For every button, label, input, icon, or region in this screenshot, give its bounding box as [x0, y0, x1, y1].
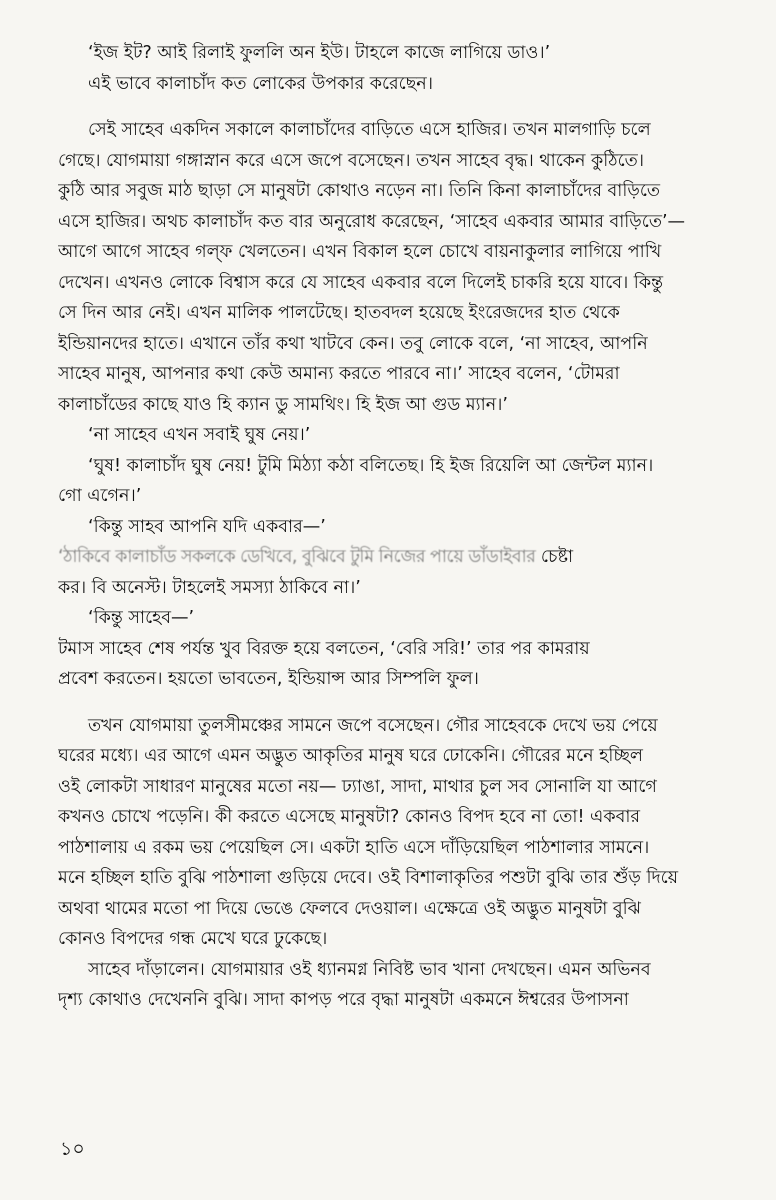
paragraph-3	[58, 420, 732, 451]
text-line: তখন যোগমায়া তুলসীমঞ্চের সামনে জপে বসেছেন। গৌর সাহেবকে দেখে ভয় পেয়ে	[88, 715, 658, 736]
paragraph-5	[58, 512, 732, 543]
text-line: ওই লোকটা সাধারণ মানুষের মতো নয়— ঢ্যাঙা, সাদা, মাথার চুল সব সোনালি যা আগে	[58, 776, 657, 797]
paragraph-1	[58, 38, 732, 99]
text-line: এসে হাজির। অথচ কালাচাঁদ কত বার অনুরোধ করেছেন, ‘সাহেব একবার আমার বাড়িতে’—	[58, 211, 686, 232]
text-line: এই ভাবে কালাচাঁদ কত লোকের উপকার করেছেন।	[88, 73, 434, 94]
text-line: ঘরের মধ্যে। এর আগে এমন অদ্ভুত আকৃতির মানুষ ঘরে ঢোকেনি। গৌরের মনে হচ্ছিল	[58, 746, 643, 766]
body-text	[58, 38, 732, 1016]
paragraph-7	[58, 603, 732, 634]
text-line: সাহেব মানুষ, আপনার কথা কেউ অমান্য করতে পারবে না।’ সাহেব বলেন, ‘টোমরা	[58, 364, 620, 384]
text-line: গেছে। যোগমায়া গঙ্গাস্নান করে এসে জপে বসেছেন। তখন সাহেব বৃদ্ধ। থাকেন কুঠিতে।	[58, 150, 645, 171]
text-line: কখনও চোখে পড়েনি। কী করতে এসেছে মানুষটা? কোনও বিপদ হবে না তো! একবার	[58, 807, 641, 827]
text-line: কুঠি আর সবুজ মাঠ ছাড়া সে মানুষটা কোথাও নড়েন না। তিনি কিনা কালাচাঁদের বাড়িতে	[58, 181, 661, 201]
text-line: পাঠশালায় এ রকম ভয় পেয়েছিল সে। একটা হাতি এসে দাঁড়িয়েছিল পাঠশালার সামনে।	[58, 837, 650, 858]
text-line: মনে হচ্ছিল হাতি বুঝি পাঠশালা গুড়িয়ে দেবে। ওই বিশালাকৃতির পশুটা বুঝি তার শুঁড় দিয়ে	[58, 868, 679, 888]
text-line: ‘ইজ ইট? আই রিলাই ফুললি অন ইউ। টাহলে কাজে লাগিয়ে ডাও।’	[88, 43, 551, 63]
text-line: গো এগেন।’	[58, 486, 142, 506]
smudged-print: ‘ঠাকিবে কালাচাঁড সকলকে ডেখিবে, বুঝিবে টুমি নিজের পায়ে ডাঁডাইবার	[58, 547, 536, 567]
text-line: দেখেন। এখনও লোকে বিশ্বাস করে যে সাহেব একবার বলে দিলেই চাকরি হয়ে যাবে। কিন্তু	[58, 272, 664, 293]
text-line: ‘ঘুষ! কালাচাঁদ ঘুষ নেয়! টুমি মিঠ্যা কঠা বলিতেছ। হি ইজ রিয়েলি আ জেন্টল ম্যান।	[88, 455, 654, 476]
text-line: আগে আগে সাহেব গল্‌ফ খেলতেন। এখন বিকাল হলে চোখে বায়নাকুলার লাগিয়ে পাখি	[58, 242, 662, 262]
text-line: টমাস সাহেব শেষ পর্যন্ত খুব বিরক্ত হয়ে বলতেন, ‘বেরি সরি!’ তার পর কামরায়	[58, 638, 590, 659]
text-line: দৃশ্য কোথাও দেখেননি বুঝি। সাদা কাপড় পরে বৃদ্ধা মানুষটা একমনে ঈশ্বরের উপাসনা	[58, 990, 629, 1010]
text-fragment: চেষ্টা	[540, 547, 574, 567]
paragraph-gap	[58, 99, 732, 115]
paragraph-gap	[58, 695, 732, 711]
text-line: ‘কিন্তু সাহেব—’	[88, 608, 195, 628]
text-line: কোনও বিপদের গন্ধ মেখে ঘরে ঢুকেছে।	[58, 929, 328, 949]
text-line: ইন্ডিয়ানদের হাতে। এখানে তাঁর কথা খাটবে কেন। তবু লোকে বলে, ‘না সাহেব, আপনি	[58, 333, 648, 354]
text-line: সেই সাহেব একদিন সকালে কালাচাঁদের বাড়িতে এসে হাজির। তখন মালগাড়ি চলে	[88, 120, 651, 140]
damaged-text-line	[58, 542, 732, 573]
text-line: প্রবেশ করতেন। হয়তো ভাবতেন, ইন্ডিয়ান্স আর সিম্পলি ফুল।	[58, 669, 479, 689]
paragraph-4	[58, 451, 732, 512]
text-line: ‘কিন্তু সাহব আপনি যদি একবার—’	[88, 516, 326, 537]
paragraph-9	[58, 711, 732, 955]
paragraph-8	[58, 634, 732, 695]
text-line: সাহেব দাঁড়ালেন। যোগমায়ার ওই ধ্যানমগ্ন নিবিষ্ট ভাব খানা দেখছেন। এমন অভিনব	[88, 959, 651, 980]
paragraph-2	[58, 115, 732, 420]
page-number: ১০	[60, 1138, 85, 1160]
text-line: কালাচাঁডের কাছে যাও হি ক্যান ডু সামথিং। হি ইজ আ গুড ম্যান।’	[58, 394, 508, 415]
text-line: সে দিন আর নেই। এখন মালিক পালটেছে। হাতবদল হয়েছে ইংরেজদের হাত থেকে	[58, 303, 620, 323]
text-line: ‘না সাহেব এখন সবাই ঘুষ নেয়।’	[88, 425, 311, 445]
paragraph-6	[58, 542, 732, 603]
text-line: কর। বি অনেস্ট। টাহলেই সমস্যা ঠাকিবে না।’	[58, 577, 361, 598]
paragraph-10	[58, 955, 732, 1016]
text-line: অথবা থামের মতো পা দিয়ে ভেঙে ফেলবে দেওয়াল। এক্ষেত্রে ওই অদ্ভুত মানুষটা বুঝি	[58, 898, 641, 919]
